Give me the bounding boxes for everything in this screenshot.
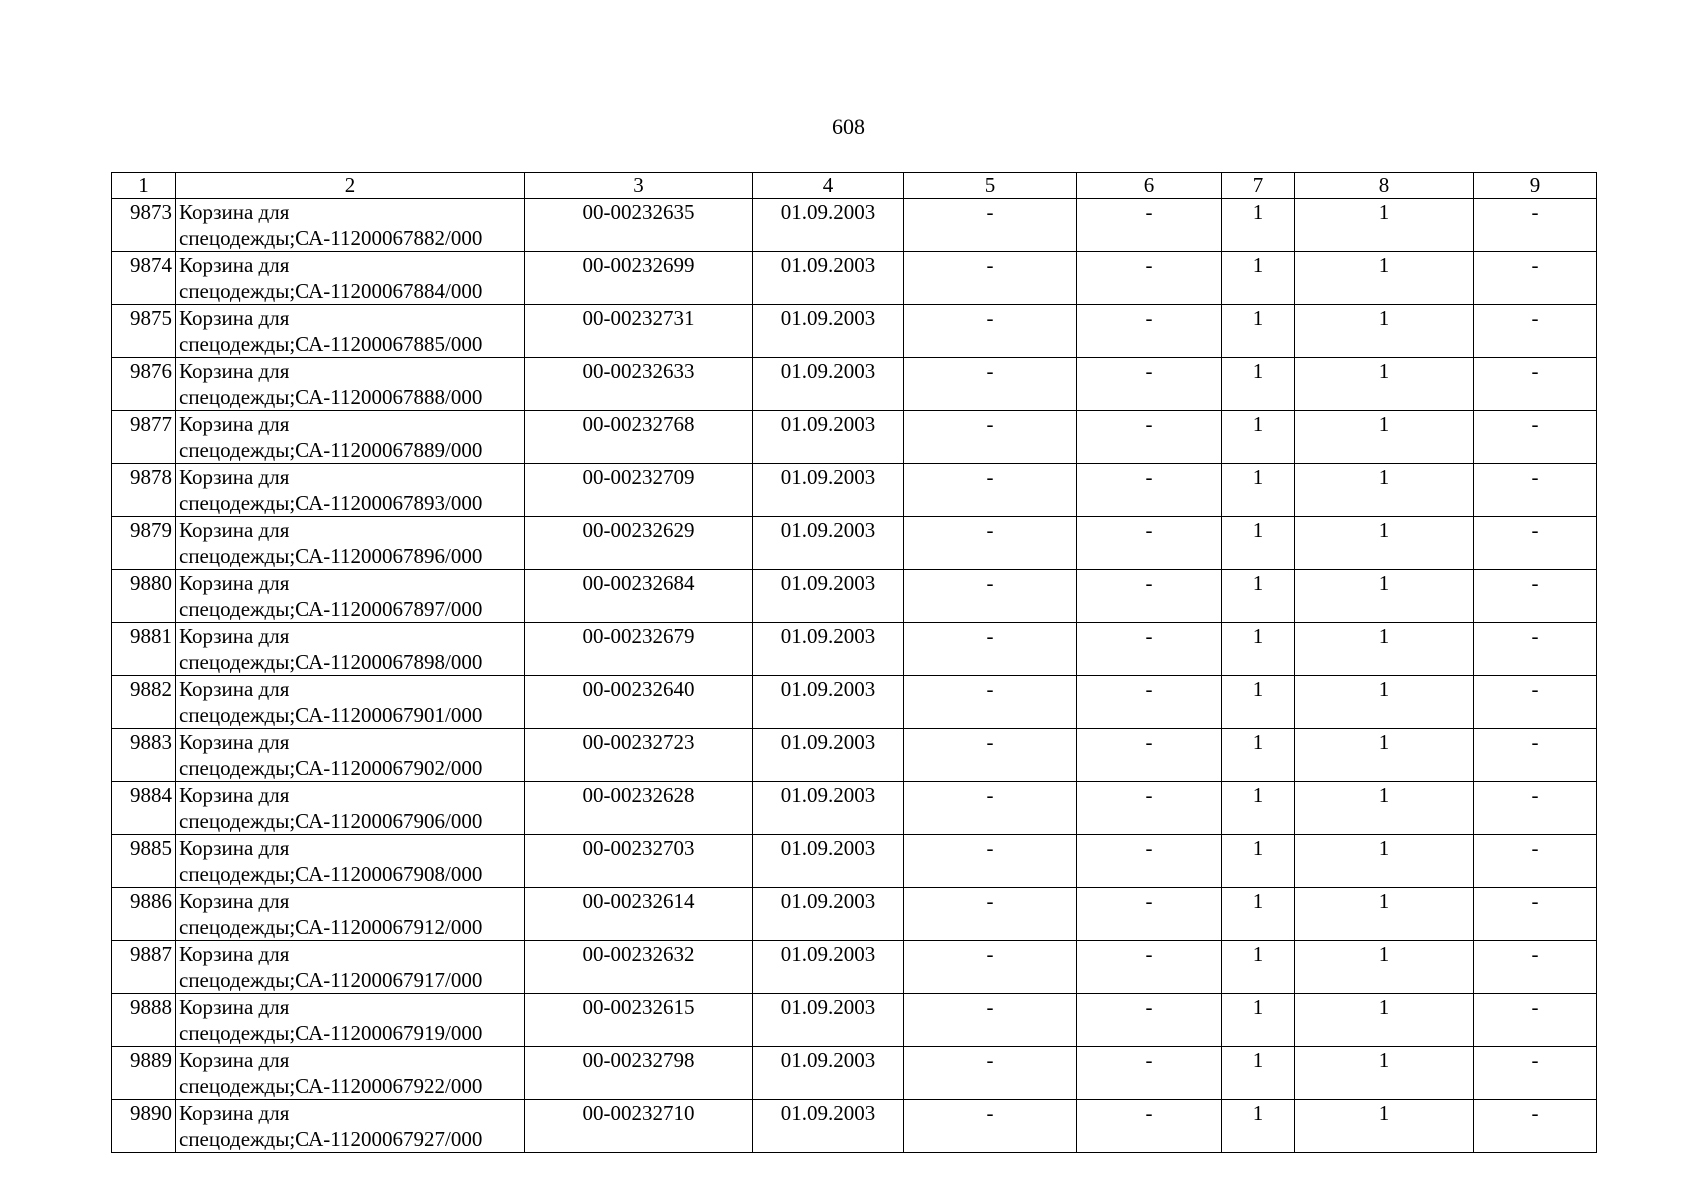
- item-name-line: спецодежды;СА-11200067927/000: [179, 1127, 483, 1151]
- col7-cell: 1: [1222, 358, 1295, 411]
- col8-cell: 1: [1295, 729, 1474, 782]
- item-name-cell: [176, 570, 525, 623]
- col6-cell: -: [1077, 252, 1222, 305]
- inventory-code-cell: 00-00232615: [525, 994, 753, 1047]
- item-name-line: Корзина для: [179, 730, 290, 754]
- item-name-line: Корзина для: [179, 783, 290, 807]
- table-row: [112, 888, 1597, 941]
- row-number-cell: 9878: [112, 464, 176, 517]
- table-row: [112, 941, 1597, 994]
- col7-cell: 1: [1222, 941, 1295, 994]
- col8-cell: 1: [1295, 994, 1474, 1047]
- item-name-line: спецодежды;СА-11200067902/000: [179, 756, 483, 780]
- column-header: 3: [525, 173, 753, 199]
- item-name-line: спецодежды;СА-11200067884/000: [179, 279, 483, 303]
- table-row: [112, 570, 1597, 623]
- col5-cell: -: [904, 305, 1077, 358]
- col6-cell: -: [1077, 623, 1222, 676]
- col5-cell: -: [904, 1047, 1077, 1100]
- col7-cell: 1: [1222, 729, 1295, 782]
- col5-cell: -: [904, 994, 1077, 1047]
- item-name-line: Корзина для: [179, 253, 290, 277]
- item-name-cell: [176, 464, 525, 517]
- inventory-code-cell: 00-00232731: [525, 305, 753, 358]
- inventory-code-cell: 00-00232629: [525, 517, 753, 570]
- row-number-cell: 9885: [112, 835, 176, 888]
- col6-cell: -: [1077, 358, 1222, 411]
- col7-cell: 1: [1222, 623, 1295, 676]
- col7-cell: 1: [1222, 252, 1295, 305]
- item-name-cell: [176, 358, 525, 411]
- item-name-line: Корзина для: [179, 1101, 290, 1125]
- col6-cell: -: [1077, 1047, 1222, 1100]
- col9-cell: -: [1474, 570, 1597, 623]
- table-row: [112, 729, 1597, 782]
- col6-cell: -: [1077, 305, 1222, 358]
- col9-cell: -: [1474, 676, 1597, 729]
- date-cell: 01.09.2003: [753, 570, 904, 623]
- item-name-cell: [176, 1100, 525, 1153]
- col5-cell: -: [904, 411, 1077, 464]
- col9-cell: -: [1474, 729, 1597, 782]
- item-name-cell: [176, 888, 525, 941]
- item-name-cell: [176, 994, 525, 1047]
- item-name-line: спецодежды;СА-11200067922/000: [179, 1074, 483, 1098]
- item-name-line: Корзина для: [179, 200, 290, 224]
- date-cell: 01.09.2003: [753, 888, 904, 941]
- date-cell: 01.09.2003: [753, 835, 904, 888]
- item-name-cell: [176, 941, 525, 994]
- col5-cell: -: [904, 464, 1077, 517]
- inventory-code-cell: 00-00232614: [525, 888, 753, 941]
- item-name-line: Корзина для: [179, 624, 290, 648]
- col9-cell: -: [1474, 358, 1597, 411]
- column-header: 9: [1474, 173, 1597, 199]
- col9-cell: -: [1474, 199, 1597, 252]
- item-name-line: Корзина для: [179, 518, 290, 542]
- col7-cell: 1: [1222, 676, 1295, 729]
- col8-cell: 1: [1295, 676, 1474, 729]
- col5-cell: -: [904, 358, 1077, 411]
- row-number-cell: 9883: [112, 729, 176, 782]
- item-name-line: Корзина для: [179, 465, 290, 489]
- col8-cell: 1: [1295, 835, 1474, 888]
- col5-cell: -: [904, 623, 1077, 676]
- inventory-code-cell: 00-00232723: [525, 729, 753, 782]
- item-name-line: спецодежды;СА-11200067893/000: [179, 491, 483, 515]
- col7-cell: 1: [1222, 1100, 1295, 1153]
- table-row: [112, 199, 1597, 252]
- item-name-cell: [176, 411, 525, 464]
- table-row: [112, 411, 1597, 464]
- col7-cell: 1: [1222, 517, 1295, 570]
- inventory-table: [111, 172, 1597, 1153]
- col9-cell: -: [1474, 305, 1597, 358]
- col8-cell: 1: [1295, 782, 1474, 835]
- page-number: 608: [832, 114, 865, 139]
- col7-cell: 1: [1222, 411, 1295, 464]
- item-name-line: Корзина для: [179, 942, 290, 966]
- item-name-cell: [176, 305, 525, 358]
- col6-cell: -: [1077, 464, 1222, 517]
- column-header: 8: [1295, 173, 1474, 199]
- row-number-cell: 9890: [112, 1100, 176, 1153]
- col5-cell: -: [904, 1100, 1077, 1153]
- row-number-cell: 9875: [112, 305, 176, 358]
- row-number-cell: 9881: [112, 623, 176, 676]
- item-name-line: Корзина для: [179, 306, 290, 330]
- col9-cell: -: [1474, 782, 1597, 835]
- col9-cell: -: [1474, 994, 1597, 1047]
- item-name-line: Корзина для: [179, 1048, 290, 1072]
- date-cell: 01.09.2003: [753, 199, 904, 252]
- date-cell: 01.09.2003: [753, 994, 904, 1047]
- row-number-cell: 9874: [112, 252, 176, 305]
- row-number-cell: 9877: [112, 411, 176, 464]
- col5-cell: -: [904, 941, 1077, 994]
- date-cell: 01.09.2003: [753, 252, 904, 305]
- col8-cell: 1: [1295, 623, 1474, 676]
- table-row: [112, 1047, 1597, 1100]
- item-name-line: спецодежды;СА-11200067897/000: [179, 597, 483, 621]
- table-header-row: [112, 173, 1597, 199]
- table-row: [112, 358, 1597, 411]
- row-number-cell: 9879: [112, 517, 176, 570]
- date-cell: 01.09.2003: [753, 517, 904, 570]
- inventory-code-cell: 00-00232798: [525, 1047, 753, 1100]
- col6-cell: -: [1077, 517, 1222, 570]
- table-row: [112, 994, 1597, 1047]
- item-name-cell: [176, 623, 525, 676]
- col5-cell: -: [904, 252, 1077, 305]
- col7-cell: 1: [1222, 464, 1295, 517]
- item-name-line: спецодежды;СА-11200067908/000: [179, 862, 483, 886]
- item-name-line: спецодежды;СА-11200067889/000: [179, 438, 483, 462]
- col9-cell: -: [1474, 1100, 1597, 1153]
- col7-cell: 1: [1222, 835, 1295, 888]
- row-number-cell: 9884: [112, 782, 176, 835]
- col7-cell: 1: [1222, 305, 1295, 358]
- col8-cell: 1: [1295, 305, 1474, 358]
- col9-cell: -: [1474, 1047, 1597, 1100]
- item-name-line: спецодежды;СА-11200067906/000: [179, 809, 483, 833]
- col8-cell: 1: [1295, 358, 1474, 411]
- item-name-line: Корзина для: [179, 995, 290, 1019]
- item-name-cell: [176, 199, 525, 252]
- item-name-line: Корзина для: [179, 412, 290, 436]
- col8-cell: 1: [1295, 199, 1474, 252]
- row-number-cell: 9873: [112, 199, 176, 252]
- col9-cell: -: [1474, 464, 1597, 517]
- row-number-cell: 9889: [112, 1047, 176, 1100]
- col5-cell: -: [904, 199, 1077, 252]
- col5-cell: -: [904, 517, 1077, 570]
- col7-cell: 1: [1222, 199, 1295, 252]
- date-cell: 01.09.2003: [753, 623, 904, 676]
- table-row: [112, 1100, 1597, 1153]
- date-cell: 01.09.2003: [753, 1100, 904, 1153]
- item-name-line: Корзина для: [179, 571, 290, 595]
- col5-cell: -: [904, 570, 1077, 623]
- col8-cell: 1: [1295, 888, 1474, 941]
- col7-cell: 1: [1222, 888, 1295, 941]
- col5-cell: -: [904, 782, 1077, 835]
- column-header: 4: [753, 173, 904, 199]
- col6-cell: -: [1077, 888, 1222, 941]
- col7-cell: 1: [1222, 782, 1295, 835]
- item-name-line: Корзина для: [179, 836, 290, 860]
- col9-cell: -: [1474, 888, 1597, 941]
- col6-cell: -: [1077, 411, 1222, 464]
- col6-cell: -: [1077, 835, 1222, 888]
- inventory-code-cell: 00-00232635: [525, 199, 753, 252]
- inventory-code-cell: 00-00232628: [525, 782, 753, 835]
- inventory-code-cell: 00-00232709: [525, 464, 753, 517]
- row-number-cell: 9882: [112, 676, 176, 729]
- date-cell: 01.09.2003: [753, 1047, 904, 1100]
- item-name-line: спецодежды;СА-11200067919/000: [179, 1021, 483, 1045]
- col8-cell: 1: [1295, 1100, 1474, 1153]
- col8-cell: 1: [1295, 1047, 1474, 1100]
- table-row: [112, 252, 1597, 305]
- item-name-line: спецодежды;СА-11200067898/000: [179, 650, 483, 674]
- item-name-line: Корзина для: [179, 359, 290, 383]
- item-name-line: спецодежды;СА-11200067888/000: [179, 385, 483, 409]
- item-name-cell: [176, 252, 525, 305]
- col9-cell: -: [1474, 835, 1597, 888]
- date-cell: 01.09.2003: [753, 411, 904, 464]
- col6-cell: -: [1077, 994, 1222, 1047]
- table-row: [112, 835, 1597, 888]
- item-name-cell: [176, 835, 525, 888]
- col9-cell: -: [1474, 252, 1597, 305]
- col6-cell: -: [1077, 729, 1222, 782]
- col9-cell: -: [1474, 623, 1597, 676]
- inventory-code-cell: 00-00232699: [525, 252, 753, 305]
- item-name-line: спецодежды;СА-11200067901/000: [179, 703, 483, 727]
- column-header: 2: [176, 173, 525, 199]
- column-header: 5: [904, 173, 1077, 199]
- inventory-code-cell: 00-00232703: [525, 835, 753, 888]
- inventory-code-cell: 00-00232710: [525, 1100, 753, 1153]
- column-header: 1: [112, 173, 176, 199]
- table-row: [112, 782, 1597, 835]
- col8-cell: 1: [1295, 411, 1474, 464]
- table-row: [112, 623, 1597, 676]
- row-number-cell: 9876: [112, 358, 176, 411]
- col6-cell: -: [1077, 782, 1222, 835]
- date-cell: 01.09.2003: [753, 464, 904, 517]
- date-cell: 01.09.2003: [753, 305, 904, 358]
- row-number-cell: 9880: [112, 570, 176, 623]
- inventory-code-cell: 00-00232640: [525, 676, 753, 729]
- date-cell: 01.09.2003: [753, 358, 904, 411]
- date-cell: 01.09.2003: [753, 729, 904, 782]
- col9-cell: -: [1474, 941, 1597, 994]
- item-name-line: спецодежды;СА-11200067917/000: [179, 968, 483, 992]
- col5-cell: -: [904, 729, 1077, 782]
- col8-cell: 1: [1295, 941, 1474, 994]
- col6-cell: -: [1077, 1100, 1222, 1153]
- table-row: [112, 676, 1597, 729]
- col6-cell: -: [1077, 199, 1222, 252]
- item-name-line: Корзина для: [179, 677, 290, 701]
- item-name-line: Корзина для: [179, 889, 290, 913]
- table-row: [112, 517, 1597, 570]
- date-cell: 01.09.2003: [753, 941, 904, 994]
- col7-cell: 1: [1222, 570, 1295, 623]
- col6-cell: -: [1077, 676, 1222, 729]
- inventory-code-cell: 00-00232633: [525, 358, 753, 411]
- table-row: [112, 305, 1597, 358]
- col5-cell: -: [904, 835, 1077, 888]
- date-cell: 01.09.2003: [753, 782, 904, 835]
- item-name-line: спецодежды;СА-11200067912/000: [179, 915, 483, 939]
- inventory-code-cell: 00-00232632: [525, 941, 753, 994]
- inventory-code-cell: 00-00232768: [525, 411, 753, 464]
- item-name-cell: [176, 517, 525, 570]
- col5-cell: -: [904, 676, 1077, 729]
- row-number-cell: 9887: [112, 941, 176, 994]
- item-name-line: спецодежды;СА-11200067896/000: [179, 544, 483, 568]
- item-name-line: спецодежды;СА-11200067885/000: [179, 332, 483, 356]
- item-name-cell: [176, 729, 525, 782]
- col6-cell: -: [1077, 941, 1222, 994]
- col9-cell: -: [1474, 517, 1597, 570]
- col7-cell: 1: [1222, 1047, 1295, 1100]
- date-cell: 01.09.2003: [753, 676, 904, 729]
- col8-cell: 1: [1295, 570, 1474, 623]
- item-name-cell: [176, 782, 525, 835]
- item-name-line: спецодежды;СА-11200067882/000: [179, 226, 483, 250]
- inventory-code-cell: 00-00232679: [525, 623, 753, 676]
- column-header: 7: [1222, 173, 1295, 199]
- row-number-cell: 9886: [112, 888, 176, 941]
- inventory-code-cell: 00-00232684: [525, 570, 753, 623]
- row-number-cell: 9888: [112, 994, 176, 1047]
- col5-cell: -: [904, 888, 1077, 941]
- col7-cell: 1: [1222, 994, 1295, 1047]
- col8-cell: 1: [1295, 252, 1474, 305]
- col8-cell: 1: [1295, 517, 1474, 570]
- col9-cell: -: [1474, 411, 1597, 464]
- item-name-cell: [176, 676, 525, 729]
- col6-cell: -: [1077, 570, 1222, 623]
- item-name-cell: [176, 1047, 525, 1100]
- col8-cell: 1: [1295, 464, 1474, 517]
- table-row: [112, 464, 1597, 517]
- column-header: 6: [1077, 173, 1222, 199]
